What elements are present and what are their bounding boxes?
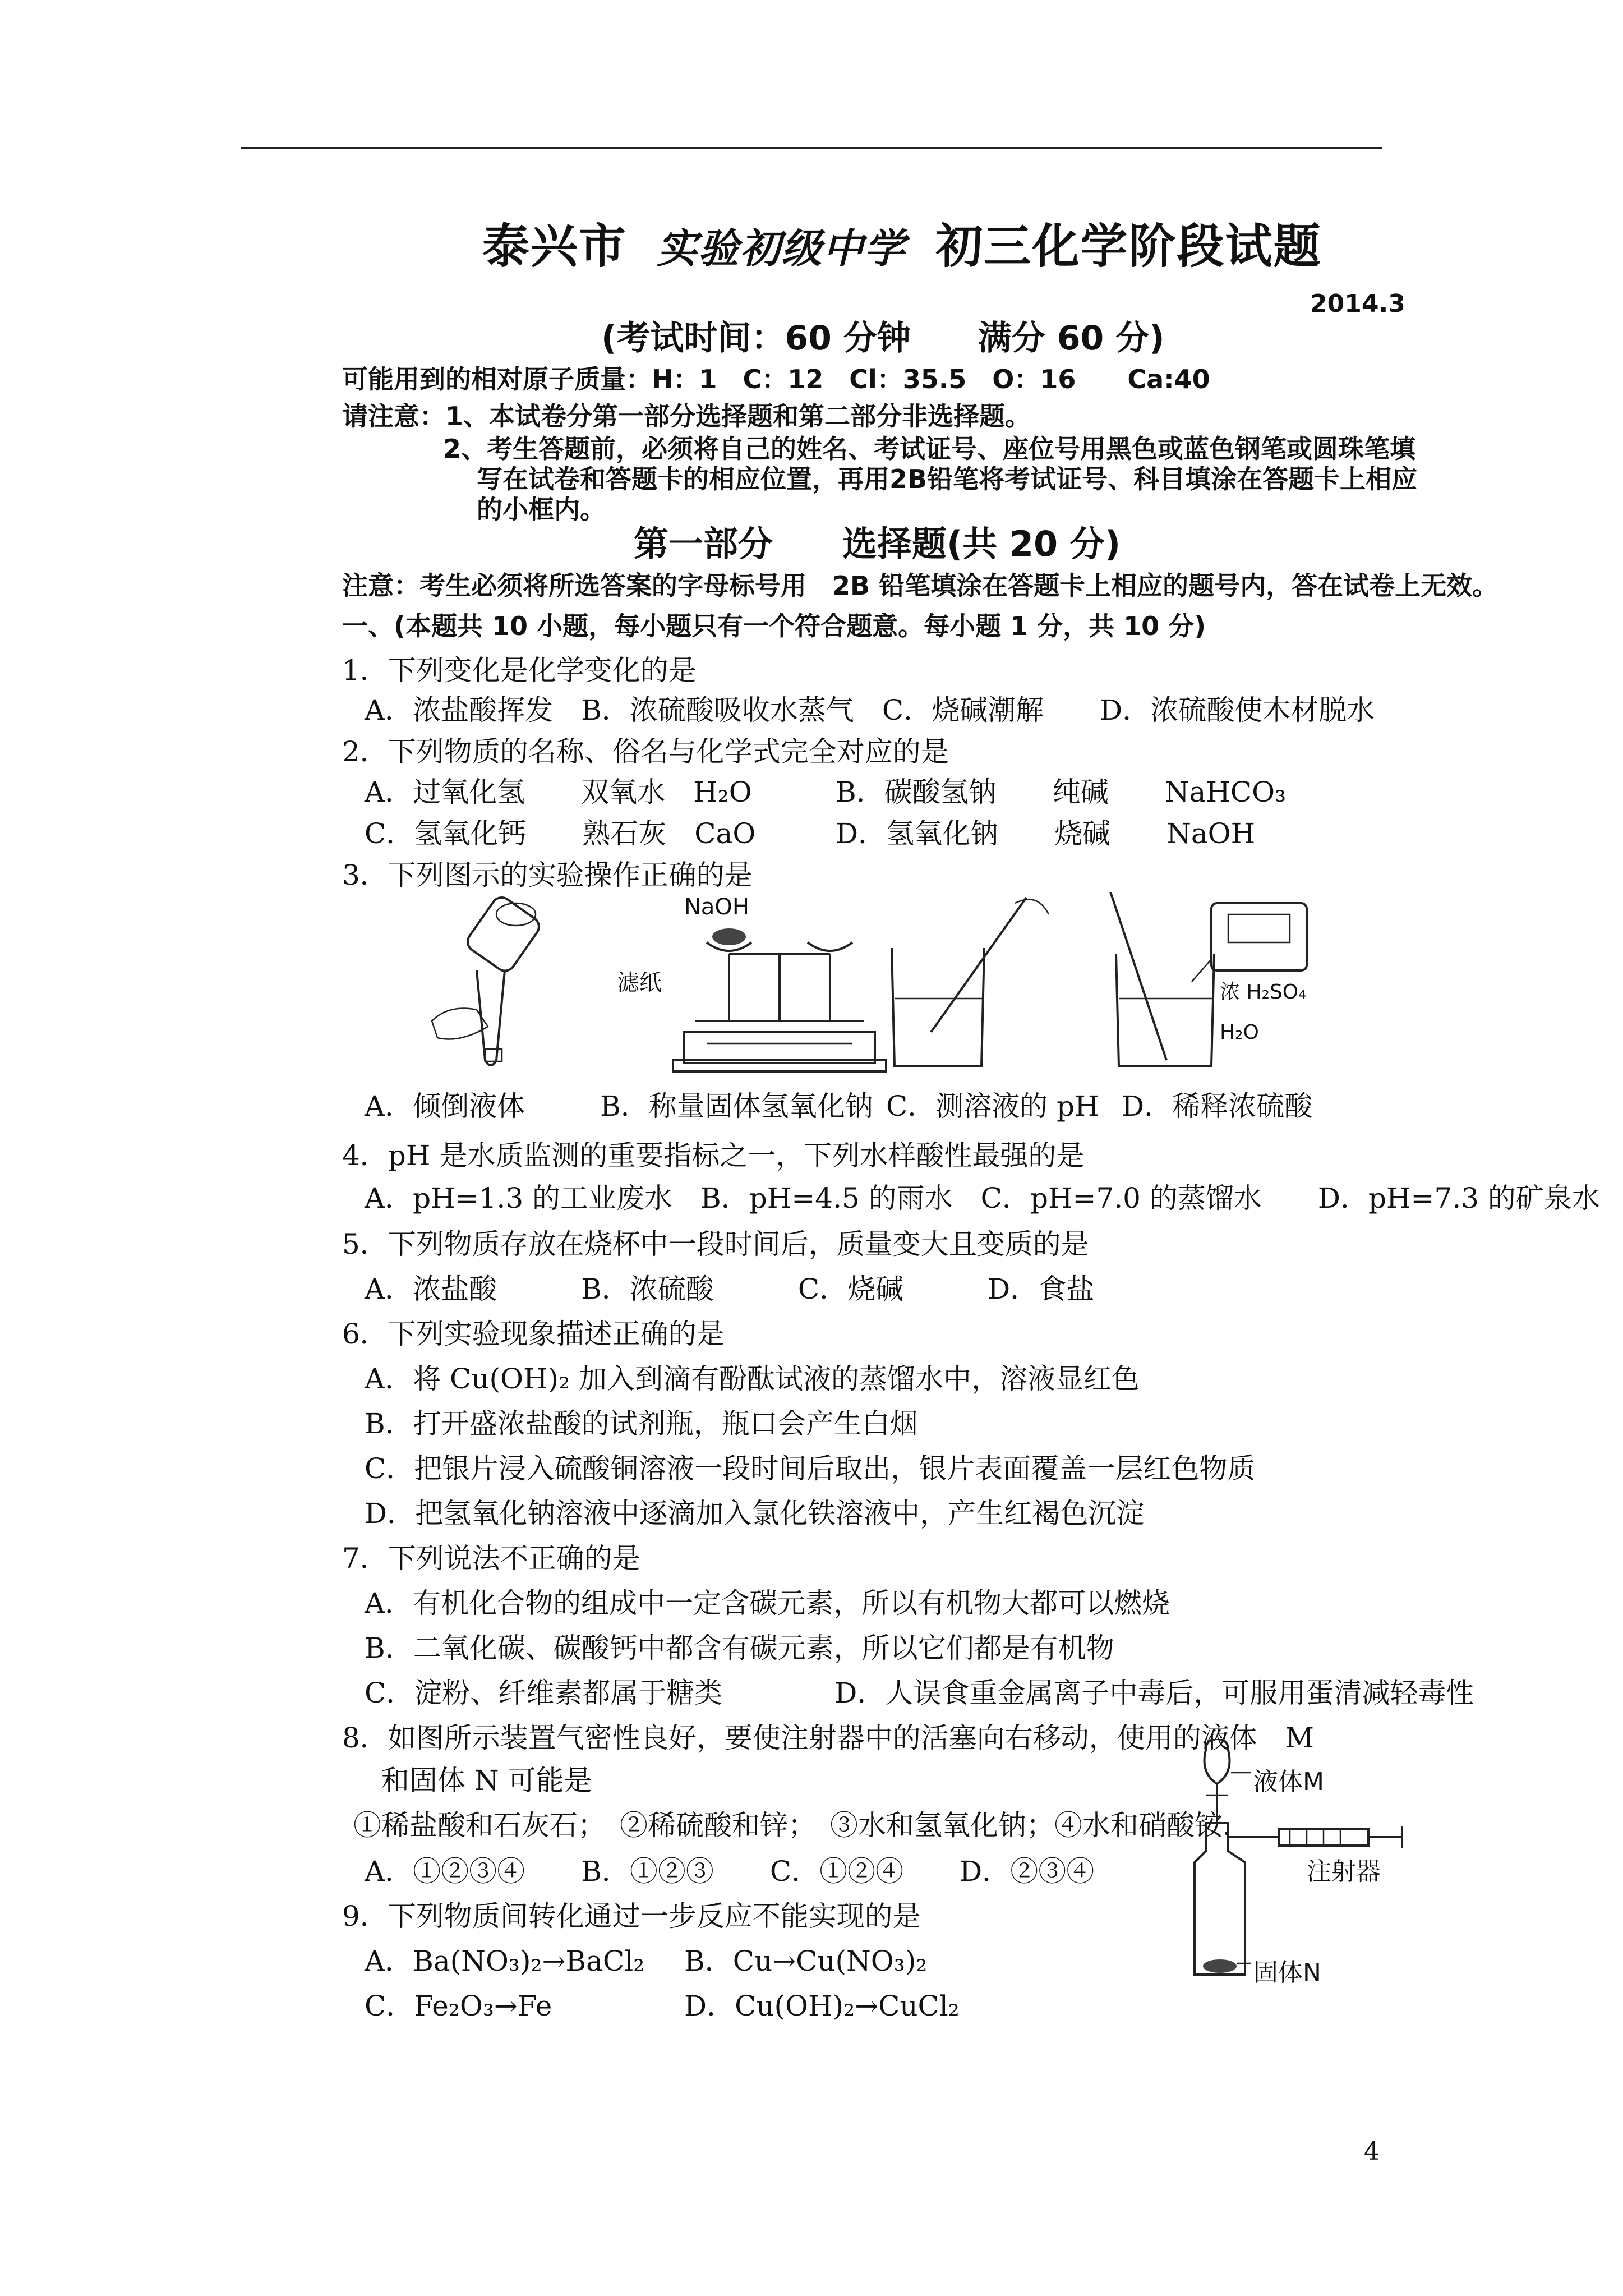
q7-option-b: B．二氧化碳、碳酸钙中都含有碳元素，所以它们都是有机物: [365, 1632, 1114, 1664]
page-number: 4: [1364, 2137, 1380, 2166]
q4: 4．pH 是水质监测的重要指标之一，下列水样酸性最强的是: [342, 1139, 1085, 1172]
atomic-masses: 可能用到的相对原子质量：H：1 C：12 Cl：35.5 O：16 Ca:40: [342, 364, 1210, 394]
label-conc-h2so4: 浓 H₂SO₄: [1220, 981, 1307, 1004]
q5: 5．下列物质存放在烧杯中一段时间后，质量变大且变质的是: [342, 1228, 1089, 1260]
label-water: H₂O: [1220, 1021, 1259, 1044]
q6-option-d: D．把氢氧化钠溶液中逐滴加入氯化铁溶液中，产生红褐色沉淀: [365, 1497, 1145, 1530]
part1-heading: 第一部分 选择题(共 20 分): [634, 523, 1121, 564]
figure-balance: [673, 928, 886, 1071]
q3-option-d: D．稀释浓硫酸: [1122, 1090, 1313, 1122]
q2: 2．下列物质的名称、俗名与化学式完全对应的是: [342, 735, 949, 768]
q7-options-cd: C．淀粉、纤维素都属于糖类 D．人误食重金属离子中毒后，可服用蛋清减轻毒性: [365, 1677, 1474, 1709]
label-syringe: 注射器: [1307, 1857, 1381, 1886]
header-rule: [241, 147, 1382, 149]
q6-option-a: A．将 Cu(OH)₂ 加入到滴有酚酞试液的蒸馏水中，溶液显红色: [365, 1363, 1140, 1395]
q8-options: A．①②③④ B．①②③ C．①②④ D．②③④: [365, 1855, 1095, 1888]
q9-option-c: C．Fe₂O₃→Fe: [365, 1990, 552, 2022]
q1: 1．下列变化是化学变化的是: [342, 654, 697, 687]
exam-info: (考试时间：60 分钟 满分 60 分): [601, 319, 1165, 358]
label-filter-paper: 滤纸: [617, 970, 662, 996]
q6-option-c: C．把银片浸入硫酸铜溶液一段时间后取出，银片表面覆盖一层红色物质: [365, 1452, 1256, 1485]
q3-option-b: B．称量固体氢氧化钠: [600, 1090, 873, 1122]
q4-options: A．pH=1.3 的工业废水 B．pH=4.5 的雨水 C．pH=7.0 的蒸馏水 D．pH=7.3 的矿泉水: [365, 1182, 1600, 1214]
q9-option-a: A．Ba(NO₃)₂→BaCl₂: [365, 1945, 645, 1977]
label-liquid-m: 液体M: [1253, 1768, 1324, 1796]
q5-options: A．浓盐酸 B．浓硫酸 C．烧碱 D．食盐: [365, 1273, 1095, 1305]
q8-line-2: 和固体 N 可能是: [381, 1764, 592, 1797]
q3-figures: [393, 892, 1514, 1077]
notice-2b: 写在试卷和答题卡的相应位置，再用2B铅笔将考试证号、科目填涂在答题卡上相应: [477, 464, 1418, 494]
q2-option-c: C．氢氧化钙 熟石灰 CaO: [365, 817, 756, 850]
q8-line-1: 8．如图所示装置气密性良好，要使注射器中的活塞向右移动，使用的液体 M: [342, 1722, 1315, 1754]
q8-line-3: ①稀盐酸和石灰石； ②稀硫酸和锌； ③水和氢氧化钠；④水和硝酸铵．: [353, 1809, 1251, 1842]
section-one: 一、(本题共 10 小题，每小题只有一个符合题意。每小题 1 分，共 10 分): [342, 611, 1206, 641]
figure-dilute-acid: [1110, 892, 1307, 1066]
q3: 3．下列图示的实验操作正确的是: [342, 859, 753, 891]
notice-2c: 的小框内。: [477, 494, 606, 524]
part1-note: 注意：考生必须将所选答案的字母标号用 2B 铅笔填涂在答题卡上相应的题号内，答在试卷上无效。: [342, 570, 1498, 601]
label-naoh: NaOH: [684, 894, 749, 920]
title-rest: 初三化学阶段试题: [935, 219, 1322, 274]
title-city: 泰兴市: [482, 219, 628, 274]
q6: 6．下列实验现象描述正确的是: [342, 1318, 725, 1350]
q2-option-a: A．过氧化氢 双氧水 H₂O: [365, 776, 752, 808]
q3-option-a: A．倾倒液体: [365, 1090, 525, 1122]
label-solid-n: 固体N: [1253, 1958, 1321, 1987]
figure-ph-test: [892, 898, 1049, 1066]
notice-2a: 2、考生答题前，必须将自己的姓名、考试证号、座位号用黑色或蓝色钢笔或圆珠笔填: [443, 434, 1416, 464]
q3-option-c: C．测溶液的 pH: [886, 1090, 1099, 1122]
q7-option-a: A．有机化合物的组成中一定含碳元素，所以有机物大都可以燃烧: [365, 1587, 1170, 1619]
q9-option-b: B．Cu→Cu(NO₃)₂: [684, 1945, 928, 1977]
exam-date: 2014.3: [1310, 289, 1405, 318]
notice-1: 请注意：1、本试卷分第一部分选择题和第二部分非选择题。: [342, 401, 1031, 431]
figure-pouring-liquid: [432, 894, 543, 1065]
title-school: 实验初级中学: [657, 225, 906, 272]
q7: 7．下列说法不正确的是: [342, 1542, 640, 1575]
q9-option-d: D．Cu(OH)₂→CuCl₂: [684, 1990, 960, 2022]
q2-option-d: D．氢氧化钠 烧碱 NaOH: [836, 817, 1256, 850]
exam-title: [482, 209, 1322, 277]
q9: 9．下列物质间转化通过一步反应不能实现的是: [342, 1900, 921, 1932]
q1-options: A．浓盐酸挥发 B．浓硫酸吸收水蒸气 C．烧碱潮解 D．浓硫酸使木材脱水: [365, 694, 1375, 726]
q6-option-b: B．打开盛浓盐酸的试剂瓶，瓶口会产生白烟: [365, 1407, 918, 1440]
q2-option-b: B．碳酸氢钠 纯碱 NaHCO₃: [836, 776, 1287, 808]
